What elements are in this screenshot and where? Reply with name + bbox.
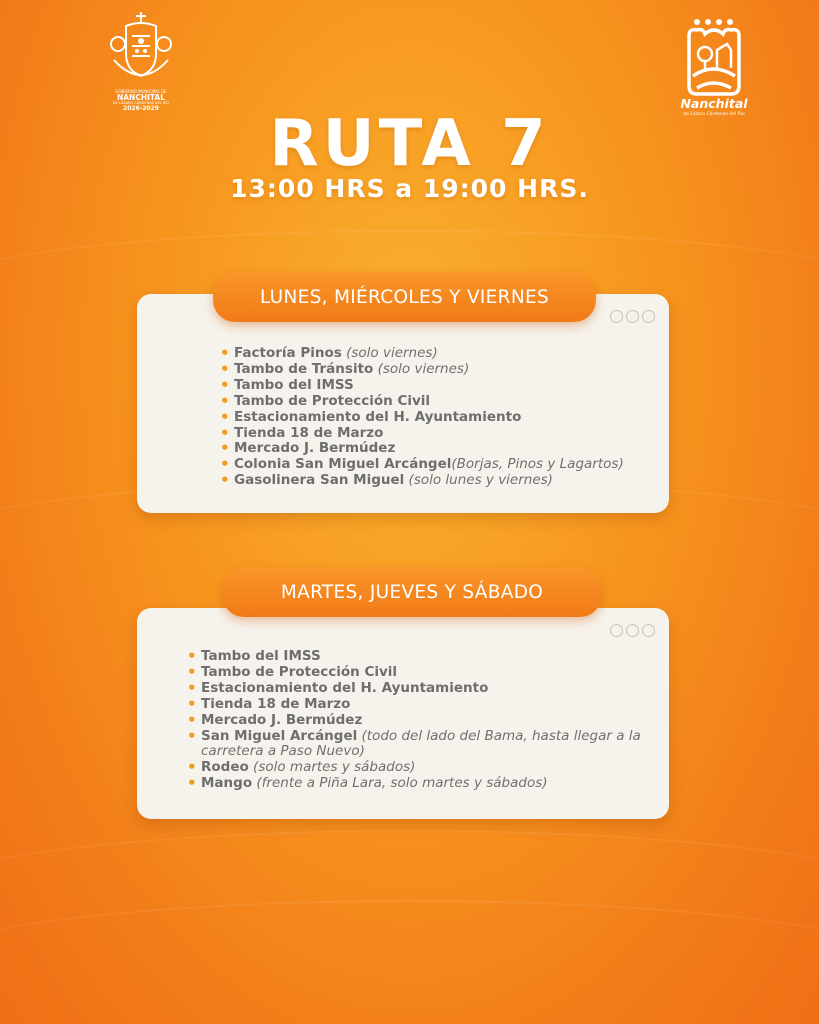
stop-note: (todo del lado del Bama, hasta llegar a la carretera a Paso Nuevo) [201,727,641,760]
list-item [220,394,624,410]
stop-name: Estacionamiento del H. Ayuntamiento [201,679,489,696]
list-item [220,346,624,362]
stop-name: Gasolinera San Miguel [234,472,405,489]
municipal-seal [100,10,182,120]
stop-note: (frente a Piña Lara, solo martes y sábados) [252,775,548,792]
stop-note: (solo lunes y viernes) [404,472,553,489]
dot-icon [626,310,639,323]
page-title: RUTA 7 [269,107,550,181]
dot-icon [642,624,655,637]
window-dots-icon [610,624,655,637]
stop-name: Mercado J. Bermúdez [234,440,396,457]
list-item [187,713,649,729]
stop-name: San Miguel Arcángel [201,727,358,744]
list-item [220,457,624,473]
brand-subtitle: de Lázaro Cárdenas del Río [683,112,745,117]
dot-icon [610,624,623,637]
stop-name: Tienda 18 de Marzo [234,424,384,441]
stop-name: Tambo de Protección Civil [201,663,398,680]
stop-name: Factoría Pinos [234,345,342,361]
stop-note: (solo martes y sábados) [248,759,416,776]
stop-list-1 [220,346,624,489]
stop-name: Tambo del IMSS [234,376,354,393]
stop-note: (solo viernes) [341,345,438,361]
brand-name: Nanchital [680,96,748,111]
stop-name: Tambo de Tránsito [234,360,374,377]
list-item [220,362,624,378]
list-item [187,776,649,792]
stop-note: (solo viernes) [373,360,470,377]
nanchital-logo-icon [683,18,745,98]
section-heading-1: LUNES, MIÉRCOLES Y VIERNES [213,272,596,322]
seal-line4: 2026-2029 [123,104,159,112]
stop-note: (Borjas, Pinos y Lagartos) [451,456,624,473]
list-item [187,729,649,761]
section-heading-2: MARTES, JUEVES Y SÁBADO [222,567,602,617]
list-item [187,760,649,776]
list-item [220,441,624,457]
list-item [187,665,649,681]
schedule-time: 13:00 HRS a 19:00 HRS. [230,174,589,203]
stop-name: Mango [201,775,253,792]
stop-name: Tambo del IMSS [201,648,321,664]
list-item [187,649,649,665]
list-item [187,681,649,697]
background-wave [0,900,819,1024]
seal-line2: NANCHITAL [116,93,166,103]
stop-name: Mercado J. Bermúdez [201,711,363,728]
stop-name: Tienda 18 de Marzo [201,695,351,712]
dot-icon [610,310,623,323]
dot-icon [642,310,655,323]
stop-name: Rodeo [201,759,249,776]
stop-name: Tambo de Protección Civil [234,392,431,409]
list-item [220,426,624,442]
municipal-seal-icon [108,10,174,90]
window-dots-icon [610,310,655,323]
list-item [187,697,649,713]
seal-line1: GOBIERNO MUNICIPAL DE [115,89,167,94]
stop-name: Colonia San Miguel Arcángel [234,456,452,473]
list-item [220,410,624,426]
stop-list-2 [187,649,649,792]
seal-line3: DE LÁZARO CÁRDENAS DEL RÍO [112,101,170,106]
dot-icon [626,624,639,637]
list-item [220,473,624,489]
stop-name: Estacionamiento del H. Ayuntamiento [234,408,522,425]
list-item [220,378,624,394]
